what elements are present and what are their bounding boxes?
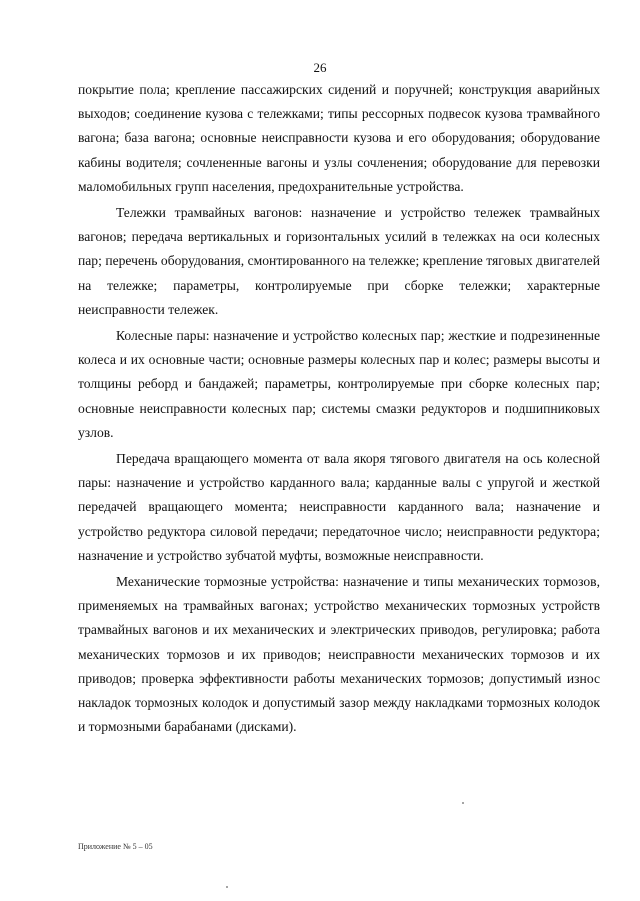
- footer-note: Приложение № 5 – 05: [78, 842, 153, 851]
- scan-speck: [226, 886, 228, 888]
- paragraph-mechanical-brakes: Механические тормозные устройства: назначение и типы механических тормозов, применяемых на трамвайных вагонах; устройство механических тормозных устройств трамвайных вагонов и их механических и электрических приводов, регулировка; работа механических тормозов и их приводов; неисправности механических тормозов и их приводов; проверка эффективности работы механических тормозов; допустимый износ накладок тормозных колодок и допустимый зазор между накладками тормозных колодок и тормозными барабанами (дисками).: [78, 574, 600, 735]
- paragraph-bogies: Тележки трамвайных вагонов: назначение и устройство тележек трамвайных вагонов; передача вертикальных и горизонтальных усилий в тележках на оси колесных пар; перечень оборудования, смонтированного на тележке; крепление тяговых двигателей на тележке; параметры, контролируемые при сборке тележки; характерные неисправности тележек.: [78, 205, 600, 317]
- paragraph-torque-transmission: Передача вращающего момента от вала якоря тягового двигателя на ось колесной пары: назначение и устройство карданного вала; карданные валы с упругой и жесткой передачей вращающего момента; неисправности карданного вала; назначение и устройство редуктора силовой передачи; передаточное число; неисправности редуктора; назначение и устройство зубчатой муфты, возможные неисправности.: [78, 451, 600, 563]
- body-text: [78, 78, 600, 739]
- page-number: 26: [313, 60, 327, 75]
- paragraph-body-equipment: покрытие пола; крепление пассажирских сидений и поручней; конструкция аварийных выходов; соединение кузова с тележками; типы рессорных подвесок кузова трамвайного вагона; база вагона; основные неисправности кузова и его оборудования; оборудование кабины водителя; сочлененные вагоны и узлы сочленения; оборудование для перевозки маломобильных групп населения, предохранительные устройства.: [78, 82, 600, 194]
- paragraph-wheelsets: Колесные пары: назначение и устройство колесных пар; жесткие и подрезиненные колеса и их основные части; основные размеры колесных пар и колес; размеры высоты и толщины реборд и бандажей; параметры, контролируемые при сборке колесных пар; основные неисправности колесных пар; системы смазки редукторов и подшипниковых узлов.: [78, 328, 600, 440]
- scan-speck: [462, 802, 464, 804]
